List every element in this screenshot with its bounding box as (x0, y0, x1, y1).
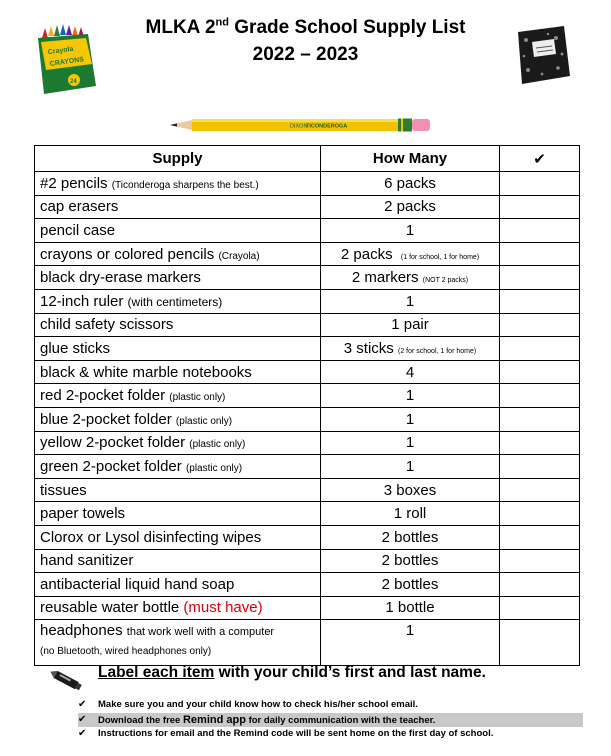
quantity-cell: 1 roll (321, 502, 500, 526)
table-row (35, 478, 580, 502)
label-emphasis: Label each item (98, 664, 215, 681)
box-count: 24 (70, 79, 77, 85)
supply-cell (35, 549, 321, 573)
table-row (35, 455, 580, 479)
supply-item: green 2-pocket folder (40, 457, 182, 475)
quantity-value: 2 packs (340, 245, 393, 263)
table-row (35, 573, 580, 597)
table-row (35, 525, 580, 549)
supply-note: (plastic only) (169, 392, 226, 404)
supply-cell (35, 195, 321, 219)
quantity-cell: 2 bottles (321, 525, 500, 549)
quantity-note: (NOT 2 packs) (422, 277, 469, 285)
table-row (35, 172, 580, 196)
supply-cell (35, 620, 321, 666)
supply-item: tissues (40, 481, 87, 499)
supply-cell (35, 219, 321, 243)
supply-note: (plastic only) (175, 415, 233, 427)
title-suffix: Grade School Supply List (229, 17, 466, 38)
header-supply: Supply (35, 146, 321, 172)
note-text-end: for daily communication with the teacher. (245, 714, 436, 726)
supply-table (34, 145, 580, 666)
checkbox-cell[interactable] (500, 195, 580, 219)
title-ordinal: nd (215, 16, 229, 29)
quantity-note: (2 for school, 1 for home) (397, 347, 477, 355)
must-have-note: (must have) (183, 599, 263, 617)
checkbox-cell[interactable] (500, 573, 580, 597)
checkbox-cell[interactable] (500, 219, 580, 243)
pencil-eraser (412, 119, 430, 131)
supply-item: black dry-erase markers (40, 269, 201, 287)
supply-note: (Crayola) (218, 250, 260, 262)
quantity-cell: 1 bottle (321, 596, 500, 620)
header-how-many: How Many (321, 146, 500, 172)
table-row (35, 549, 580, 573)
quantity-cell: 2 bottles (321, 573, 500, 597)
pencil-image (170, 114, 432, 136)
quantity-cell: 4 (321, 360, 500, 384)
supply-item: reusable water bottle (40, 599, 180, 617)
checkbox-cell[interactable] (500, 313, 580, 337)
quantity-cell (321, 242, 500, 266)
title-prefix: MLKA 2 (145, 17, 216, 38)
label-instruction-text (98, 664, 486, 682)
checkbox-cell[interactable] (500, 620, 580, 666)
quantity-cell: 1 pair (321, 313, 500, 337)
notebook-label (532, 39, 556, 57)
list-item (78, 727, 583, 742)
checkmark-icon: ✔ (78, 713, 87, 725)
supply-item: child safety scissors (40, 316, 174, 334)
note-text: Instructions for email and the Remind code will be sent home on the first day of school. (98, 728, 494, 739)
quantity-cell: 6 packs (321, 172, 500, 196)
table-row (35, 242, 580, 266)
table-row (35, 219, 580, 243)
checkbox-cell[interactable] (500, 266, 580, 290)
quantity-cell: 2 packs (321, 195, 500, 219)
pencil-ferrule (398, 119, 412, 132)
quantity-cell: 1 (321, 289, 500, 313)
supply-item: headphones (40, 622, 123, 640)
supply-note: (plastic only) (189, 439, 246, 451)
composition-notebook-image (508, 26, 572, 84)
pencil-brand: DIXON (290, 123, 308, 130)
supply-cell (35, 242, 321, 266)
marker-icon (48, 668, 88, 694)
header-check-icon: ✔ (500, 146, 580, 172)
quantity-note: (1 for school, 1 for home) (400, 253, 480, 261)
table-row (35, 431, 580, 455)
table-row (35, 620, 580, 666)
table-header-row (35, 146, 580, 172)
supply-note-2: (no Bluetooth, wired headphones only) (40, 646, 212, 658)
table-row (35, 384, 580, 408)
quantity-cell (321, 337, 500, 361)
supply-item: red 2-pocket folder (40, 387, 166, 405)
quantity-cell: 3 boxes (321, 478, 500, 502)
checkbox-cell[interactable] (500, 289, 580, 313)
checkbox-cell[interactable] (500, 549, 580, 573)
supply-item: #2 pencils (40, 174, 108, 192)
checkbox-cell[interactable] (500, 455, 580, 479)
note-text: Make sure you and your child know how to check his/her school email. (98, 699, 418, 710)
supply-item: pencil case (40, 221, 116, 239)
checkbox-cell[interactable] (500, 431, 580, 455)
supply-note: that work well with a computer (126, 626, 275, 639)
table-row (35, 289, 580, 313)
label-instruction (42, 664, 582, 686)
table-row (35, 313, 580, 337)
supply-item: black & white marble notebooks (40, 363, 252, 381)
supply-cell (35, 478, 321, 502)
checkmark-icon: ✔ (78, 699, 87, 710)
quantity-cell: 1 (321, 219, 500, 243)
supply-cell (35, 384, 321, 408)
quantity-value: 2 markers (351, 269, 419, 287)
checkbox-cell[interactable] (500, 596, 580, 620)
quantity-cell: 2 bottles (321, 549, 500, 573)
supply-cell (35, 360, 321, 384)
supply-cell (35, 289, 321, 313)
supply-cell (35, 337, 321, 361)
supply-item: 12-inch ruler (40, 292, 124, 310)
table-row (35, 266, 580, 290)
quantity-cell: 1 (321, 620, 500, 666)
supply-item: blue 2-pocket folder (40, 410, 172, 428)
supply-item: glue sticks (40, 339, 111, 357)
table-row (35, 360, 580, 384)
box-brand: Crayola (47, 45, 74, 57)
supply-item: paper towels (40, 505, 126, 523)
table-row (35, 407, 580, 431)
supply-note: (Ticonderoga sharpens the best.) (111, 179, 259, 191)
supply-cell (35, 431, 321, 455)
table-row (35, 596, 580, 620)
table-row (35, 337, 580, 361)
note-text: Download the free (98, 714, 183, 726)
checkbox-cell[interactable] (500, 360, 580, 384)
quantity-cell: 1 (321, 407, 500, 431)
checkbox-cell[interactable] (500, 172, 580, 196)
supply-cell (35, 573, 321, 597)
table-row (35, 195, 580, 219)
quantity-cell (321, 266, 500, 290)
notes-list (78, 698, 583, 742)
quantity-cell: 1 (321, 431, 500, 455)
supply-item: crayons or colored pencils (40, 245, 215, 263)
pencil-lead (170, 123, 177, 126)
pencil-name: TICONDEROGA (306, 123, 348, 130)
checkbox-cell[interactable] (500, 337, 580, 361)
supply-item: cap erasers (40, 198, 119, 216)
supply-cell (35, 502, 321, 526)
checkbox-cell[interactable] (500, 502, 580, 526)
checkbox-cell[interactable] (500, 525, 580, 549)
supply-item: Clorox or Lysol disinfecting wipes (40, 528, 262, 546)
supply-item: antibacterial liquid hand soap (40, 575, 235, 593)
supply-item: yellow 2-pocket folder (40, 434, 186, 452)
quantity-cell: 1 (321, 384, 500, 408)
quantity-cell: 1 (321, 455, 500, 479)
list-item (78, 713, 583, 728)
checkbox-cell[interactable] (500, 407, 580, 431)
quantity-value: 3 sticks (343, 339, 394, 357)
checkbox-cell[interactable] (500, 478, 580, 502)
supply-cell (35, 455, 321, 479)
table-row (35, 502, 580, 526)
checkbox-cell[interactable] (500, 384, 580, 408)
checkmark-icon: ✔ (78, 728, 87, 739)
label-rest: with your child’s first and last name. (214, 664, 486, 681)
crayon-box-image (34, 24, 102, 96)
supply-cell (35, 313, 321, 337)
supply-cell (35, 172, 321, 196)
supply-cell (35, 266, 321, 290)
remind-app-label: Remind app (182, 713, 246, 726)
checkbox-cell[interactable] (500, 242, 580, 266)
supply-cell (35, 407, 321, 431)
supply-note: (plastic only) (185, 462, 243, 474)
supply-cell (35, 525, 321, 549)
supply-note: (with centimeters) (127, 294, 223, 309)
supply-item: hand sanitizer (40, 552, 134, 570)
box-label-text: CRAYONS (49, 56, 85, 68)
supply-cell (35, 596, 321, 620)
title-year: 2022 – 2023 (252, 44, 359, 65)
list-item (78, 698, 583, 713)
